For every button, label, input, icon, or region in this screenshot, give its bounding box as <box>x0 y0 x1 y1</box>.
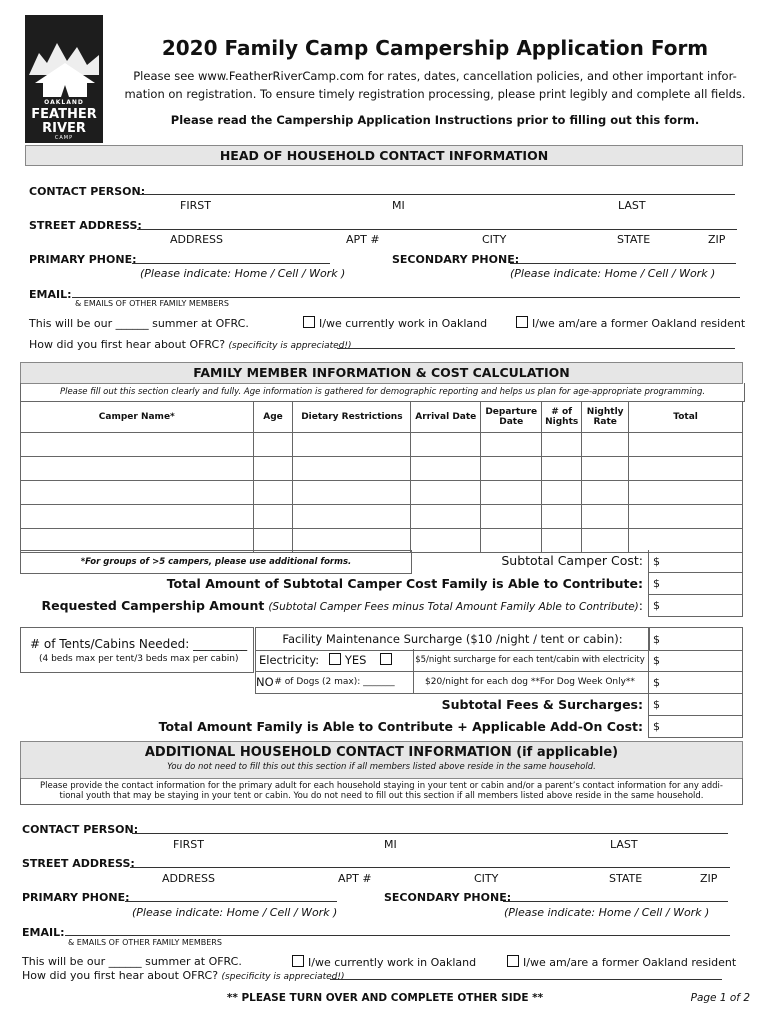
email-input[interactable] <box>72 297 740 298</box>
cell[interactable] <box>481 457 542 481</box>
oakland-resident-option[interactable] <box>516 316 745 330</box>
cell[interactable] <box>411 433 481 457</box>
cell[interactable] <box>582 433 629 457</box>
groups-note-box <box>20 550 412 574</box>
tents-box <box>20 627 254 673</box>
add-zip-caption: ZIP <box>700 872 718 885</box>
add-contact-person-input[interactable] <box>132 833 728 834</box>
hear-about-input[interactable] <box>337 348 735 349</box>
electricity-hint-box <box>412 649 648 672</box>
cell[interactable] <box>411 505 481 529</box>
col-dietary: Dietary Restrictions <box>293 402 411 433</box>
facility-label: Facility Maintenance Surcharge ($10 /night / tent or cabin): <box>282 632 623 646</box>
additional-para-line-1: Please provide the contact information for the primary adult for each household staying in your tent or cabin and/or a parent’s contact information for any addi- <box>40 781 723 791</box>
oakland-work-checkbox[interactable] <box>303 316 315 328</box>
col-total: Total <box>629 402 743 433</box>
page-number: Page 1 of 2 <box>690 992 750 1004</box>
tents-hint: (4 beds max per tent/3 beds max per cabin) <box>39 654 239 664</box>
requested-hint: (Subtotal Camper Fees minus Total Amount Family Able to Contribute) <box>268 601 639 613</box>
oakland-work-option[interactable] <box>303 316 487 330</box>
cell[interactable] <box>582 457 629 481</box>
dollar-sign: $ <box>653 599 660 612</box>
cell[interactable] <box>582 481 629 505</box>
dollar-sign: $ <box>653 555 660 568</box>
cell[interactable] <box>629 433 743 457</box>
groups-note: *For groups of >5 campers, please use additional forms. <box>80 557 352 567</box>
family-note: Please fill out this section clearly and fully. Age information is gathered for demographic reporting and helps us plan for age-appropriate programming. <box>20 383 745 402</box>
dogs-hint-box <box>412 671 648 694</box>
cell[interactable] <box>293 481 411 505</box>
cell[interactable] <box>481 529 542 553</box>
cell[interactable] <box>253 481 293 505</box>
turn-over-notice: ** PLEASE TURN OVER AND COMPLETE OTHER SIDE ** <box>226 992 544 1004</box>
additional-paragraph-box <box>20 778 743 805</box>
cell[interactable] <box>21 529 254 553</box>
add-mi-caption: MI <box>384 838 397 851</box>
secondary-phone-hint: (Please indicate: Home / Cell / Work ) <box>510 267 716 280</box>
table-row[interactable] <box>21 457 743 481</box>
add-oakland-work-option[interactable] <box>292 955 476 969</box>
add-email-input[interactable] <box>65 935 730 936</box>
cell[interactable] <box>542 433 582 457</box>
additional-subheading: You do not need to fill this out this section if all members listed above reside in the same household. <box>167 762 596 772</box>
dollar-cell[interactable] <box>648 671 743 694</box>
contact-person-label: CONTACT PERSON: <box>29 185 146 198</box>
cell[interactable] <box>629 457 743 481</box>
hear-about-label: How did you first hear about OFRC? <box>29 338 226 351</box>
dollar-sign: $ <box>653 720 660 733</box>
apt-caption: APT # <box>346 233 380 246</box>
instructions-notice: Please read the Campership Application Instructions prior to filling out this form. <box>170 113 700 127</box>
email-label: EMAIL: <box>29 288 72 301</box>
add-hear-about-hint: (specificity is appreciated!) <box>221 972 345 982</box>
cell[interactable] <box>21 433 254 457</box>
electricity-yes-label: YES <box>344 653 367 667</box>
add-primary-phone-input[interactable] <box>125 901 337 902</box>
add-street-address-label: STREET ADDRESS: <box>22 857 135 870</box>
cell[interactable] <box>411 529 481 553</box>
electricity-no-checkbox[interactable] <box>380 653 392 665</box>
dollar-cell[interactable] <box>648 594 743 617</box>
first-caption: FIRST <box>180 199 211 212</box>
cell[interactable] <box>629 481 743 505</box>
cell[interactable] <box>481 433 542 457</box>
cell[interactable] <box>21 505 254 529</box>
add-hear-about-input[interactable] <box>330 979 722 980</box>
dogs-hint: $20/night for each dog **For Dog Week Only** <box>425 677 635 687</box>
intro-line-2: mation on registration. To ensure timely registration processing, please print legibly and complete all fields. <box>124 87 746 101</box>
city-caption: CITY <box>482 233 507 246</box>
add-state-caption: STATE <box>609 872 643 885</box>
cell[interactable] <box>21 481 254 505</box>
add-secondary-phone-label: SECONDARY PHONE: <box>384 891 512 904</box>
street-address-input[interactable] <box>137 229 737 230</box>
state-caption: STATE <box>617 233 651 246</box>
street-address-label: STREET ADDRESS: <box>29 219 142 232</box>
email-hint: & EMAILS OF OTHER FAMILY MEMBERS <box>75 299 229 308</box>
add-email-hint: & EMAILS OF OTHER FAMILY MEMBERS <box>68 938 222 947</box>
dollar-cell[interactable] <box>648 627 743 651</box>
dollar-cell[interactable] <box>648 649 743 672</box>
add-last-caption: LAST <box>610 838 638 851</box>
total-contribute-label: Total Amount Family is Able to Contribute + Applicable Add-On Cost: <box>158 719 643 734</box>
page-title: 2020 Family Camp Campership Application Form <box>161 36 709 60</box>
camper-table <box>20 401 743 553</box>
facility-box <box>255 627 650 651</box>
add-contact-person-label: CONTACT PERSON: <box>22 823 139 836</box>
cell[interactable] <box>293 529 411 553</box>
mi-caption: MI <box>392 199 405 212</box>
dollar-cell[interactable] <box>648 693 743 716</box>
cell[interactable] <box>542 529 582 553</box>
cell[interactable] <box>481 505 542 529</box>
electricity-label: Electricity: <box>259 653 320 667</box>
additional-para-line-2: tional youth that may be staying in your tent or cabin. You do not need to fill out this section if all members listed above reside in the same household. <box>59 791 704 801</box>
dollar-sign: $ <box>653 676 660 689</box>
col-arrival: Arrival Date <box>411 402 481 433</box>
subtotal-camper-cost-label: Subtotal Camper Cost: <box>501 553 643 568</box>
cell[interactable] <box>253 457 293 481</box>
electricity-no-label: NO <box>256 675 274 689</box>
subtotal-fees-label: Subtotal Fees & Surcharges: <box>441 697 643 712</box>
dollar-sign: $ <box>653 633 660 646</box>
add-hear-about-text <box>22 969 345 982</box>
cell[interactable] <box>293 433 411 457</box>
cell[interactable] <box>542 481 582 505</box>
cell[interactable] <box>542 457 582 481</box>
dollar-cell[interactable] <box>648 572 743 595</box>
dollar-sign: $ <box>653 577 660 590</box>
add-oakland-work-checkbox[interactable] <box>292 955 304 967</box>
logo <box>25 15 103 143</box>
contact-person-input[interactable] <box>139 194 735 195</box>
add-oakland-work-label: I/we currently work in Oakland <box>308 956 477 969</box>
primary-phone-hint: (Please indicate: Home / Cell / Work ) <box>140 267 346 280</box>
hoh-heading: HEAD OF HOUSEHOLD CONTACT INFORMATION <box>25 145 743 166</box>
secondary-phone-label: SECONDARY PHONE: <box>392 253 520 266</box>
intro-line-1: Please see www.FeatherRiverCamp.com for rates, dates, cancellation policies, and other important infor- <box>133 69 737 83</box>
add-email-label: EMAIL: <box>22 926 65 939</box>
add-oakland-resident-checkbox[interactable] <box>507 955 519 967</box>
tents-label[interactable]: # of Tents/Cabins Needed: _________ <box>30 637 248 651</box>
cell[interactable] <box>542 505 582 529</box>
add-oakland-resident-label: I/we am/are a former Oakland resident <box>523 956 737 969</box>
logo-oakland: OAKLAND <box>44 99 84 106</box>
requested-row: Requested Campership Amount (Subtotal Camper Fees minus Total Amount Family Able to Contribute): <box>41 598 643 613</box>
dollar-cell[interactable] <box>648 715 743 738</box>
contribute-label: Total Amount of Subtotal Camper Cost Family is Able to Contribute: <box>166 576 643 591</box>
address-caption: ADDRESS <box>170 233 224 246</box>
dollar-sign: $ <box>653 698 660 711</box>
add-oakland-resident-option[interactable] <box>507 955 736 969</box>
cell[interactable] <box>293 505 411 529</box>
dogs-box <box>255 671 414 694</box>
add-secondary-phone-hint: (Please indicate: Home / Cell / Work ) <box>504 906 710 919</box>
add-first-caption: FIRST <box>173 838 204 851</box>
add-primary-phone-hint: (Please indicate: Home / Cell / Work ) <box>132 906 338 919</box>
cell[interactable] <box>411 457 481 481</box>
summer-count-text: This will be our ______ summer at OFRC. <box>29 317 249 330</box>
additional-heading: ADDITIONAL HOUSEHOLD CONTACT INFORMATION (if applicable) <box>144 745 619 760</box>
oakland-resident-checkbox[interactable] <box>516 316 528 328</box>
camper-table-header <box>21 402 743 433</box>
add-primary-phone-label: PRIMARY PHONE: <box>22 891 130 904</box>
col-departure: Departure Date <box>481 402 542 433</box>
cell[interactable] <box>481 481 542 505</box>
col-nightly-rate: Nightly Rate <box>582 402 629 433</box>
last-caption: LAST <box>618 199 646 212</box>
hear-about-text <box>29 338 352 351</box>
cell[interactable] <box>629 505 743 529</box>
oakland-resident-label: I/we am/are a former Oakland resident <box>532 317 746 330</box>
table-row[interactable] <box>21 505 743 529</box>
primary-phone-label: PRIMARY PHONE: <box>29 253 137 266</box>
logo-camp: CAMP <box>54 135 74 141</box>
cell[interactable] <box>253 529 293 553</box>
add-address-caption: ADDRESS <box>162 872 216 885</box>
cell[interactable] <box>253 505 293 529</box>
primary-phone-input[interactable] <box>132 263 330 264</box>
col-nights: # of Nights <box>542 402 582 433</box>
cell[interactable] <box>293 457 411 481</box>
zip-caption: ZIP <box>708 233 726 246</box>
cell[interactable] <box>21 457 254 481</box>
electricity-hint: $5/night surcharge for each tent/cabin with electricity <box>415 655 645 665</box>
dollar-sign: $ <box>653 654 660 667</box>
add-summer-count-text: This will be our ______ summer at OFRC. <box>22 955 242 968</box>
col-camper-name: Camper Name* <box>21 402 254 433</box>
logo-feather: FEATHER <box>31 107 97 122</box>
add-apt-caption: APT # <box>338 872 372 885</box>
col-age: Age <box>253 402 293 433</box>
add-hear-about-label: How did you first hear about OFRC? <box>22 969 219 982</box>
hear-about-hint: (specificity is appreciated!) <box>228 341 352 351</box>
cell[interactable] <box>582 505 629 529</box>
secondary-phone-input[interactable] <box>510 263 736 264</box>
oakland-work-label: I/we currently work in Oakland <box>319 317 488 330</box>
add-street-address-input[interactable] <box>130 867 730 868</box>
cell[interactable] <box>253 433 293 457</box>
table-row[interactable] <box>21 529 743 553</box>
add-city-caption: CITY <box>474 872 499 885</box>
cell[interactable] <box>582 529 629 553</box>
table-row[interactable] <box>21 433 743 457</box>
cell[interactable] <box>411 481 481 505</box>
electricity-yes-checkbox[interactable] <box>329 653 341 665</box>
additional-heading-box <box>20 741 743 779</box>
add-secondary-phone-input[interactable] <box>503 901 728 902</box>
dollar-cell[interactable] <box>648 550 743 573</box>
family-heading: FAMILY MEMBER INFORMATION & COST CALCULATION <box>20 362 743 384</box>
logo-river: RIVER <box>42 121 86 136</box>
table-row[interactable] <box>21 481 743 505</box>
cell[interactable] <box>629 529 743 553</box>
dogs-label[interactable]: # of Dogs (2 max): _______ <box>274 677 395 687</box>
requested-label: Requested Campership Amount <box>41 598 265 613</box>
